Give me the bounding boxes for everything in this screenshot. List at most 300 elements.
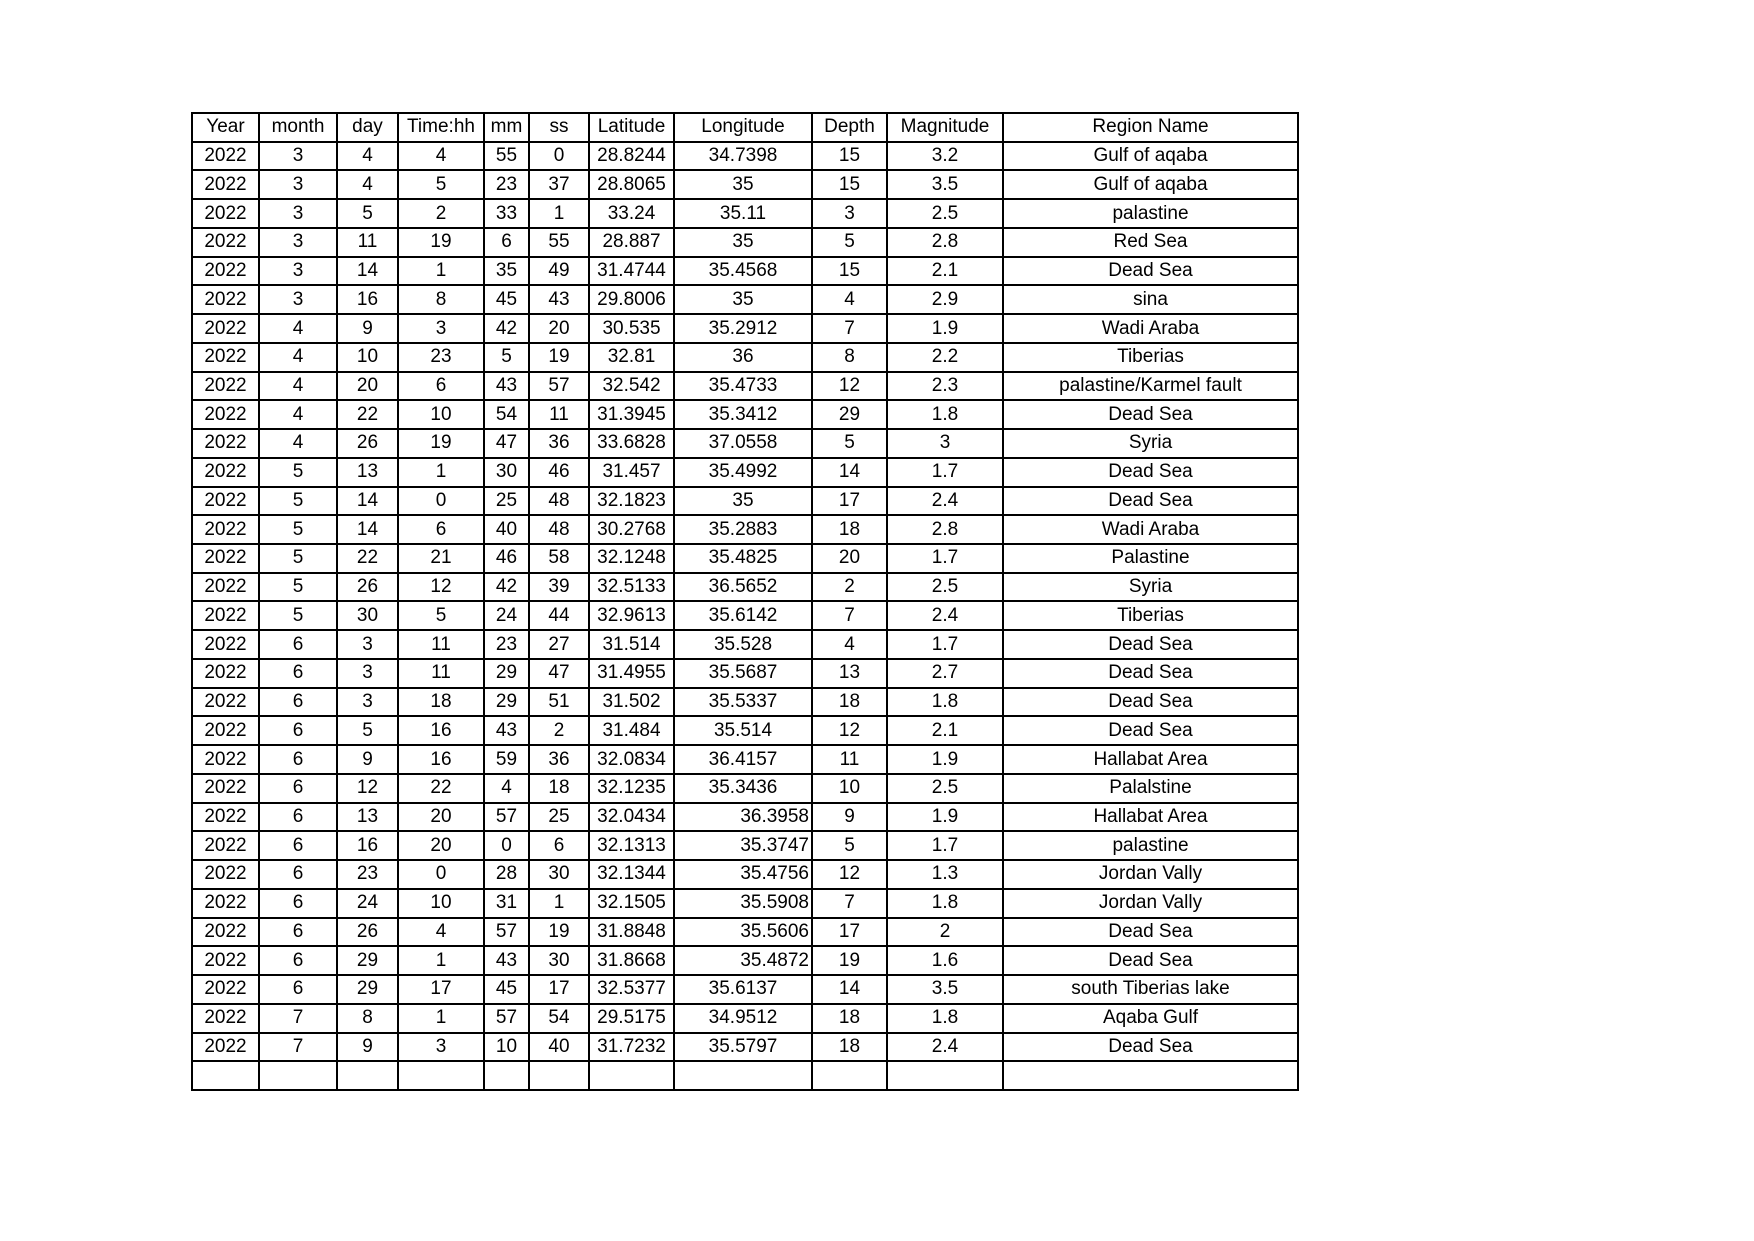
table-cell: 6 [259,946,337,975]
table-cell: 36 [674,343,812,372]
header-row [192,113,1298,142]
table-cell: 3 [259,142,337,171]
table-cell: 2022 [192,142,259,171]
table-cell: 5 [812,831,887,860]
table-cell: 33.6828 [589,429,674,458]
table-cell [337,1061,398,1090]
table-cell: Dead Sea [1003,688,1298,717]
table-row [192,544,1298,573]
table-cell: 57 [529,372,589,401]
table-cell [192,1061,259,1090]
table-cell: Aqaba Gulf [1003,1004,1298,1033]
table-cell: 8 [398,285,484,314]
table-cell: 1.8 [887,889,1003,918]
header-cell-time-hh: Time:hh [398,113,484,142]
table-cell: 11 [529,400,589,429]
table-cell: 2022 [192,544,259,573]
table-cell [887,1061,1003,1090]
table-cell: 35 [674,285,812,314]
table-cell: 1.9 [887,745,1003,774]
table-cell: 5 [259,487,337,516]
table-cell: 10 [398,400,484,429]
table-cell: 31.484 [589,716,674,745]
table-cell: 2.1 [887,257,1003,286]
table-cell: 2022 [192,372,259,401]
table-cell: 12 [812,716,887,745]
table-cell: 35.5908 [674,889,812,918]
table-cell: 57 [484,803,529,832]
table-row [192,774,1298,803]
table-cell: 35 [674,170,812,199]
table-cell: 54 [529,1004,589,1033]
table-cell: 24 [484,601,529,630]
table-cell: 31.3945 [589,400,674,429]
table-cell: 2022 [192,314,259,343]
table-cell: Dead Sea [1003,487,1298,516]
table-cell: 28.8244 [589,142,674,171]
table-cell: 1 [529,889,589,918]
table-cell: 2022 [192,630,259,659]
table-cell: 2022 [192,487,259,516]
table-cell: 1 [529,199,589,228]
table-cell: sina [1003,285,1298,314]
table-cell: 5 [259,573,337,602]
table-cell: 29 [484,659,529,688]
table-cell: 35.3412 [674,400,812,429]
table-cell: 16 [398,745,484,774]
table-cell [812,1061,887,1090]
table-cell: 1 [398,1004,484,1033]
table-cell: 35.4733 [674,372,812,401]
table-cell: 57 [484,918,529,947]
table-cell: 1.7 [887,630,1003,659]
table-cell: 2022 [192,889,259,918]
table-cell: 32.1505 [589,889,674,918]
table-cell: 16 [337,285,398,314]
table-cell: 1 [398,458,484,487]
table-cell: 35.514 [674,716,812,745]
table-cell: 1.6 [887,946,1003,975]
table-cell: 33.24 [589,199,674,228]
table-cell: 2.5 [887,573,1003,602]
table-cell: 30 [484,458,529,487]
table-cell: 18 [812,1004,887,1033]
table-cell [484,1061,529,1090]
table-cell: 2022 [192,228,259,257]
table-cell: 35.3436 [674,774,812,803]
table-cell [529,1061,589,1090]
table-cell: 2.4 [887,487,1003,516]
table-cell: Hallabat Area [1003,745,1298,774]
table-cell: 13 [337,803,398,832]
table-row [192,257,1298,286]
table-cell: 21 [398,544,484,573]
table-cell: 3 [812,199,887,228]
table-cell: 2022 [192,170,259,199]
table-cell: 3 [398,1033,484,1062]
table-cell: 2022 [192,601,259,630]
table-cell: 29 [484,688,529,717]
table-cell: 6 [259,688,337,717]
table-cell: 2022 [192,429,259,458]
table-cell: 31.8848 [589,918,674,947]
table-cell: Dead Sea [1003,716,1298,745]
table-cell: 9 [337,745,398,774]
table-cell: Dead Sea [1003,630,1298,659]
table-row [192,1061,1298,1090]
table-cell: 32.81 [589,343,674,372]
table-cell: 3 [398,314,484,343]
table-cell: Jordan Vally [1003,860,1298,889]
table-cell: 32.1823 [589,487,674,516]
table-cell: 7 [812,601,887,630]
table-cell: 2022 [192,1033,259,1062]
table-cell: 11 [812,745,887,774]
table-cell: 32.1235 [589,774,674,803]
table-cell: 4 [259,429,337,458]
table-cell: 36.3958 [674,803,812,832]
table-cell: 29 [337,975,398,1004]
table-row [192,429,1298,458]
table-cell: 32.1344 [589,860,674,889]
table-cell: 2.1 [887,716,1003,745]
table-cell: 2022 [192,257,259,286]
table-cell: 31.457 [589,458,674,487]
table-cell: 15 [812,257,887,286]
table-cell: 35 [674,228,812,257]
table-cell: 15 [812,170,887,199]
table-cell: 2 [887,918,1003,947]
table-cell: 6 [259,659,337,688]
table-cell: 32.9613 [589,601,674,630]
table-cell [398,1061,484,1090]
table-cell: 4 [259,372,337,401]
table-cell: 26 [337,573,398,602]
table-cell: 6 [259,803,337,832]
table-cell: south Tiberias lake [1003,975,1298,1004]
table-body [192,142,1298,1090]
table-cell: Dead Sea [1003,400,1298,429]
table-cell: 18 [812,688,887,717]
table-cell: 22 [398,774,484,803]
table-cell: 35.2883 [674,515,812,544]
table-cell: 1.8 [887,400,1003,429]
table-row [192,228,1298,257]
table-cell: 32.5133 [589,573,674,602]
table-cell: 23 [398,343,484,372]
table-cell: 31.4744 [589,257,674,286]
table-row [192,515,1298,544]
table-cell: 26 [337,918,398,947]
table-cell: 36.5652 [674,573,812,602]
table-cell: 5 [812,429,887,458]
table-cell: Gulf of aqaba [1003,170,1298,199]
header-cell-ss: ss [529,113,589,142]
table-row [192,688,1298,717]
table-cell: Jordan Vally [1003,889,1298,918]
table-cell: 32.1313 [589,831,674,860]
table-cell: 30.535 [589,314,674,343]
header-cell-depth: Depth [812,113,887,142]
table-cell: 5 [259,458,337,487]
table-row [192,170,1298,199]
table-cell: 35 [484,257,529,286]
table-cell: 19 [398,228,484,257]
table-cell: 4 [812,285,887,314]
table-cell: 46 [529,458,589,487]
table-cell: 32.542 [589,372,674,401]
table-cell: 43 [484,372,529,401]
table-cell: 4 [337,170,398,199]
table-cell: 27 [529,630,589,659]
table-cell: 1.9 [887,314,1003,343]
table-cell: 4 [398,142,484,171]
table-cell: 14 [812,458,887,487]
earthquake-table [191,112,1299,1091]
header-cell-month: month [259,113,337,142]
table-cell: 48 [529,515,589,544]
table-cell: 6 [259,630,337,659]
table-cell: 5 [259,601,337,630]
table-cell: 7 [259,1033,337,1062]
table-cell: 7 [812,314,887,343]
table-cell: 0 [484,831,529,860]
table-cell: 0 [398,860,484,889]
table-cell: 4 [259,314,337,343]
header-cell-latitude: Latitude [589,113,674,142]
table-cell: 35.4992 [674,458,812,487]
table-cell: 43 [529,285,589,314]
table-cell: 24 [337,889,398,918]
table-cell: 7 [259,1004,337,1033]
table-cell: 5 [484,343,529,372]
table-cell: 8 [812,343,887,372]
table-cell: 1.9 [887,803,1003,832]
table-cell: 39 [529,573,589,602]
table-cell: 4 [337,142,398,171]
table-cell: 2 [812,573,887,602]
table-cell: 14 [337,515,398,544]
table-row [192,314,1298,343]
table-cell: 12 [398,573,484,602]
header-cell-year: Year [192,113,259,142]
table-row [192,860,1298,889]
table-cell: Gulf of aqaba [1003,142,1298,171]
table-cell: 23 [337,860,398,889]
table-cell: 18 [398,688,484,717]
table-cell: 2.3 [887,372,1003,401]
table-cell: 35.4872 [674,946,812,975]
table-cell: 35.2912 [674,314,812,343]
table-row [192,975,1298,1004]
table-cell: 30 [529,860,589,889]
table-cell [589,1061,674,1090]
table-cell: 57 [484,1004,529,1033]
table-row [192,458,1298,487]
table-cell: 16 [337,831,398,860]
table-cell: 9 [337,1033,398,1062]
table-cell: 3 [887,429,1003,458]
table-cell: 3 [259,199,337,228]
table-cell: 2022 [192,285,259,314]
table-cell: 2022 [192,745,259,774]
table-cell: 31.8668 [589,946,674,975]
table-row [192,946,1298,975]
table-row [192,716,1298,745]
table-cell: 2022 [192,918,259,947]
table-cell: 25 [529,803,589,832]
table-cell [259,1061,337,1090]
table-cell: 4 [259,343,337,372]
table-cell: 16 [398,716,484,745]
table-cell: 20 [812,544,887,573]
table-cell: Hallabat Area [1003,803,1298,832]
table-cell: 1.7 [887,458,1003,487]
table-cell: 40 [484,515,529,544]
table-row [192,630,1298,659]
table-cell: 1.8 [887,1004,1003,1033]
table-cell: 55 [529,228,589,257]
table-cell: 2.5 [887,199,1003,228]
table-row [192,142,1298,171]
table-row [192,659,1298,688]
table-cell: 10 [484,1033,529,1062]
table-cell: 2022 [192,515,259,544]
table-cell: 8 [337,1004,398,1033]
table-cell: 2022 [192,688,259,717]
table-cell: 17 [812,918,887,947]
table-cell: 1.7 [887,544,1003,573]
table-cell: 25 [484,487,529,516]
table-cell: 30 [337,601,398,630]
table-cell: 36.4157 [674,745,812,774]
table-cell: 12 [337,774,398,803]
table-cell: 6 [259,975,337,1004]
table-cell: 14 [337,257,398,286]
table-cell: 2022 [192,831,259,860]
table-row [192,831,1298,860]
table-cell: Dead Sea [1003,918,1298,947]
table-cell: 6 [398,515,484,544]
table-cell: 2.8 [887,228,1003,257]
table-cell: 2022 [192,458,259,487]
table-cell: 2.7 [887,659,1003,688]
table-row [192,343,1298,372]
table-cell: 5 [398,601,484,630]
table-cell: 6 [259,774,337,803]
table-cell: Wadi Araba [1003,515,1298,544]
table-cell: 3 [337,688,398,717]
table-cell: 48 [529,487,589,516]
table-cell: 35.5687 [674,659,812,688]
table-cell: 9 [337,314,398,343]
table-cell: 7 [812,889,887,918]
table-cell: 35.5606 [674,918,812,947]
table-row [192,889,1298,918]
table-cell: palastine [1003,831,1298,860]
table-cell: 43 [484,716,529,745]
table-cell: 20 [398,831,484,860]
table-cell: 32.0434 [589,803,674,832]
table-cell: 3.5 [887,975,1003,1004]
table-cell: 31.4955 [589,659,674,688]
table-cell: 1.8 [887,688,1003,717]
table-cell: 54 [484,400,529,429]
table-cell: 2.4 [887,601,1003,630]
table-cell: 37.0558 [674,429,812,458]
table-cell: 35 [674,487,812,516]
table-cell: 28.887 [589,228,674,257]
table-cell: 45 [484,285,529,314]
table-cell: 10 [812,774,887,803]
table-cell: Tiberias [1003,601,1298,630]
table-cell: 13 [337,458,398,487]
table-cell: 35.5337 [674,688,812,717]
table-cell: 22 [337,544,398,573]
table-cell: 35.4568 [674,257,812,286]
table-cell: Palalstine [1003,774,1298,803]
table-cell: palastine [1003,199,1298,228]
table-cell: palastine/Karmel fault [1003,372,1298,401]
header-cell-mm: mm [484,113,529,142]
table-cell: 19 [529,343,589,372]
table-cell: 6 [259,716,337,745]
table-cell: 35.5797 [674,1033,812,1062]
table-cell: 10 [398,889,484,918]
table-cell: 3 [259,257,337,286]
table-cell: Dead Sea [1003,1033,1298,1062]
header-cell-day: day [337,113,398,142]
table-cell: 23 [484,630,529,659]
table-cell: 29.8006 [589,285,674,314]
table-cell: 3 [337,630,398,659]
table-cell: 42 [484,573,529,602]
table-cell: 3 [259,228,337,257]
table-cell: 36 [529,745,589,774]
table-cell: Dead Sea [1003,659,1298,688]
table-cell: 11 [398,659,484,688]
table-cell: 13 [812,659,887,688]
table-cell: 4 [812,630,887,659]
table-row [192,372,1298,401]
table-cell: 2.8 [887,515,1003,544]
table-cell: 32.1248 [589,544,674,573]
table-row [192,285,1298,314]
table-cell: 35.6137 [674,975,812,1004]
table-cell: 35.4825 [674,544,812,573]
table-cell: 0 [398,487,484,516]
table-cell: 5 [259,515,337,544]
table-cell: 2 [529,716,589,745]
table-cell: 28 [484,860,529,889]
table-cell: 5 [337,716,398,745]
table-cell: 29 [337,946,398,975]
table-cell: 35.528 [674,630,812,659]
table-cell: 19 [812,946,887,975]
table-cell: 0 [529,142,589,171]
table-cell: 45 [484,975,529,1004]
table-cell: 18 [812,1033,887,1062]
header-cell-region-name: Region Name [1003,113,1298,142]
table-cell: 18 [529,774,589,803]
table-cell: 1.7 [887,831,1003,860]
table-cell: 3 [259,170,337,199]
table-cell: 6 [259,860,337,889]
table-cell: 46 [484,544,529,573]
table-cell [674,1061,812,1090]
table-cell: 17 [529,975,589,1004]
table-cell: Syria [1003,429,1298,458]
